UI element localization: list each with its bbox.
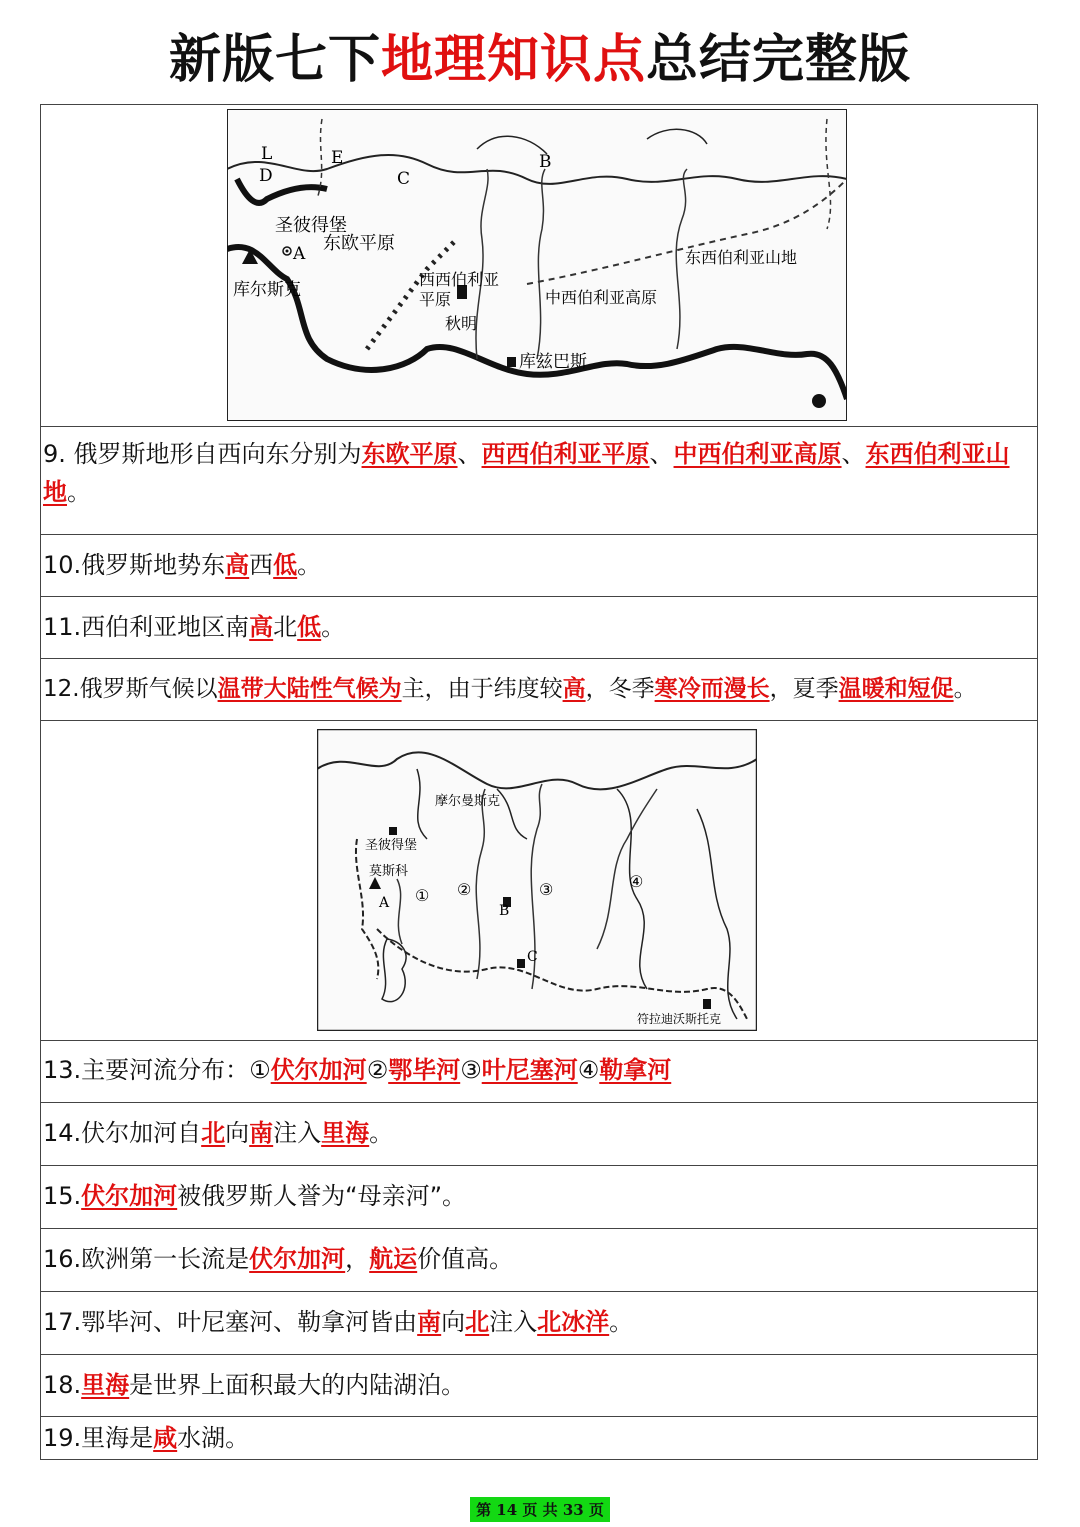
item-17-text-3: 注入 xyxy=(489,1308,538,1336)
item-12-answer-1: 温带大陆性气候为 xyxy=(217,676,402,702)
item-9-answer-1: 东欧平原 xyxy=(361,440,458,468)
russia-terrain-map xyxy=(227,109,847,421)
item-18-answer-1: 里海 xyxy=(81,1371,130,1399)
item-9-sep-2: 、 xyxy=(649,440,674,468)
item-9 xyxy=(41,427,1037,535)
item-12-text-3: ，冬季 xyxy=(585,676,655,702)
label-L: L xyxy=(261,144,273,164)
item-9-answer-2: 西西伯利亚平原 xyxy=(481,440,650,468)
item-17-answer-1: 南 xyxy=(417,1308,442,1336)
label-kursk: 库尔斯克 xyxy=(233,280,301,300)
item-9-end: 。 xyxy=(67,478,91,506)
item-14-answer-3: 里海 xyxy=(321,1119,370,1147)
label-river-3: ③ xyxy=(539,880,554,899)
label-A-2: A xyxy=(379,895,390,911)
item-13-answer-3: 叶尼塞河 xyxy=(481,1056,578,1084)
item-18-text: 18. xyxy=(43,1371,82,1399)
item-10-text-2: 西 xyxy=(249,551,274,579)
item-12-text-2: 主，由于纬度较 xyxy=(401,676,563,702)
item-12-text-4: ，夏季 xyxy=(769,676,839,702)
label-river-2: ② xyxy=(457,880,472,899)
item-13-text-2: ② xyxy=(366,1056,389,1084)
item-11-answer-2: 低 xyxy=(297,613,322,641)
label-D: D xyxy=(259,166,273,186)
label-A: A xyxy=(293,244,306,264)
item-16-answer-2: 航运 xyxy=(369,1245,418,1273)
title-part-2: 地理知识点 xyxy=(380,30,646,90)
item-13-text-4: ④ xyxy=(577,1056,600,1084)
item-12 xyxy=(41,659,1037,721)
item-11 xyxy=(41,597,1037,659)
item-16-text: 16.欧洲第一长流是 xyxy=(43,1245,250,1273)
item-13 xyxy=(41,1041,1037,1103)
item-15-text-2: 被俄罗斯人誉为“母亲河”。 xyxy=(177,1182,467,1210)
label-kuzbass: 库兹巴斯 xyxy=(519,352,587,372)
label-plain: 平原 xyxy=(419,290,452,309)
item-17-answer-2: 北 xyxy=(465,1308,490,1336)
page-footer xyxy=(0,1497,1080,1522)
item-9-text: 9. 俄罗斯地形自西向东分别为 xyxy=(43,440,362,468)
item-19-text-2: 水湖。 xyxy=(177,1424,250,1452)
item-14-answer-2: 南 xyxy=(249,1119,274,1147)
russia-rivers-map xyxy=(317,729,757,1031)
item-9-sep-3: 、 xyxy=(841,440,866,468)
item-13-answer-1: 伏尔加河 xyxy=(270,1056,367,1084)
item-13-text-3: ③ xyxy=(460,1056,482,1084)
label-st-petersburg-2: 圣彼得堡 xyxy=(365,838,418,853)
item-17-answer-3: 北冰洋 xyxy=(537,1308,610,1336)
page-title xyxy=(0,28,1080,92)
item-14-text-2: 向 xyxy=(225,1119,250,1147)
page-number: 第 14 页 共 33 页 xyxy=(470,1497,610,1522)
map-row-2 xyxy=(41,721,1037,1041)
item-18-text-2: 是世界上面积最大的内陆湖泊。 xyxy=(129,1371,466,1399)
label-B: B xyxy=(539,152,552,172)
item-14-answer-1: 北 xyxy=(201,1119,226,1147)
item-14-text-3: 注入 xyxy=(273,1119,322,1147)
item-11-end: 。 xyxy=(321,613,346,641)
item-17 xyxy=(41,1292,1037,1355)
title-part-3: 总结完整版 xyxy=(646,30,912,90)
item-10-text: 10.俄罗斯地势东 xyxy=(43,551,226,579)
label-C-2: C xyxy=(527,949,538,965)
label-east-european-plain: 东欧平原 xyxy=(323,233,395,254)
label-B-2: B xyxy=(499,903,510,919)
item-13-text: 13.主要河流分布：① xyxy=(43,1056,271,1084)
item-15-text: 15. xyxy=(43,1182,82,1210)
label-river-4: ④ xyxy=(629,872,644,891)
item-11-text: 11.西伯利亚地区南 xyxy=(43,613,250,641)
label-central-siberian-plateau: 中西伯利亚高原 xyxy=(545,288,658,307)
label-st-petersburg: 圣彼得堡 xyxy=(275,215,347,236)
item-12-answer-2: 高 xyxy=(562,676,586,702)
label-vladivostok: 符拉迪沃斯托克 xyxy=(637,1012,722,1026)
item-14 xyxy=(41,1103,1037,1166)
label-moscow: 莫斯科 xyxy=(369,864,409,879)
item-17-end: 。 xyxy=(609,1308,634,1336)
item-15 xyxy=(41,1166,1037,1229)
item-19-answer-1: 咸 xyxy=(153,1424,178,1452)
item-12-answer-3: 寒冷而漫长 xyxy=(654,676,770,702)
item-17-text: 17.鄂毕河、叶尼塞河、勒拿河皆由 xyxy=(43,1308,418,1336)
item-12-text: 12.俄罗斯气候以 xyxy=(43,676,218,702)
item-9-answer-4: 东西伯利亚山地 xyxy=(43,440,1010,506)
map-row-1 xyxy=(41,105,1037,427)
item-17-text-2: 向 xyxy=(441,1308,466,1336)
item-10 xyxy=(41,535,1037,597)
content-table xyxy=(40,104,1038,1460)
item-18 xyxy=(41,1355,1037,1417)
label-murmansk: 摩尔曼斯克 xyxy=(435,794,501,809)
item-13-answer-2: 鄂毕河 xyxy=(388,1056,461,1084)
item-13-answer-4: 勒拿河 xyxy=(599,1056,672,1084)
item-9-sep-1: 、 xyxy=(457,440,482,468)
label-E: E xyxy=(331,148,344,168)
label-west-siberia: 西西伯利亚 xyxy=(419,270,500,289)
item-19 xyxy=(41,1417,1037,1459)
item-9-answer-3: 中西伯利亚高原 xyxy=(673,440,842,468)
item-16-text-2: ， xyxy=(345,1245,370,1273)
item-19-text: 19.里海是 xyxy=(43,1424,154,1452)
label-east-siberian-mountains: 东西伯利亚山地 xyxy=(685,248,798,267)
item-14-end: 。 xyxy=(369,1119,394,1147)
item-16-text-3: 价值高。 xyxy=(417,1245,514,1273)
item-10-answer-2: 低 xyxy=(273,551,298,579)
item-11-answer-1: 高 xyxy=(249,613,274,641)
item-15-answer-1: 伏尔加河 xyxy=(81,1182,178,1210)
item-14-text: 14.伏尔加河自 xyxy=(43,1119,202,1147)
item-12-answer-4: 温暖和短促 xyxy=(838,676,954,702)
item-16-answer-1: 伏尔加河 xyxy=(249,1245,346,1273)
label-river-1: ① xyxy=(415,886,430,905)
item-11-text-2: 北 xyxy=(273,613,298,641)
title-part-1: 新版七下 xyxy=(168,30,381,90)
label-tyumen: 秋明 xyxy=(445,314,478,333)
item-12-end: 。 xyxy=(953,676,977,702)
item-10-end: 。 xyxy=(297,551,322,579)
item-16 xyxy=(41,1229,1037,1292)
label-C: C xyxy=(397,169,411,189)
item-10-answer-1: 高 xyxy=(225,551,250,579)
